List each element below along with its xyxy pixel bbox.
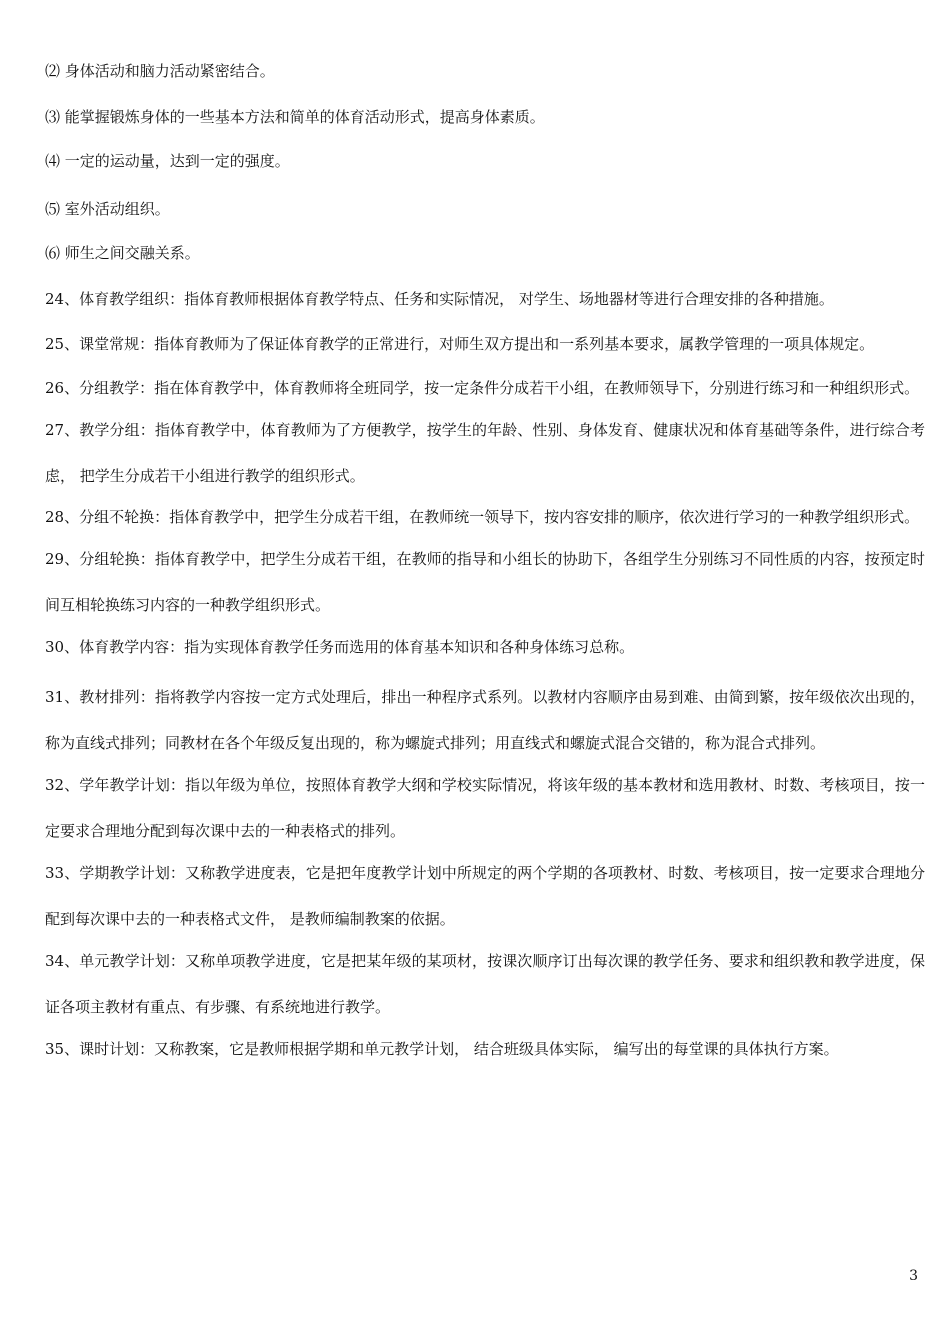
list-item-6: ⑹ 师生之间交融关系。 — [45, 244, 200, 262]
list-item-2: ⑵ 身体活动和脑力活动紧密结合。 — [45, 62, 275, 80]
definition-33: 33、学期教学计划：又称教学进度表，它是把年度教学计划中所规定的两个学期的各项教材、时数、考核项目，按一定要求合理地分配到每次课中去的一种表格式文件， 是教师编制教案的依据。 — [45, 864, 925, 928]
page-number: 3 — [909, 1268, 918, 1284]
list-item-3: ⑶ 能掌握锻炼身体的一些基本方法和简单的体育活动形式，提高身体素质。 — [45, 108, 545, 126]
definition-34: 34、单元教学计划：又称单项教学进度，它是把某年级的某项材，按课次顺序订出每次课的教学任务、要求和组织教和教学进度，保证各项主教材有重点、有步骤、有系统地进行教学。 — [45, 952, 925, 1016]
definition-35: 35、课时计划：又称教案，它是教师根据学期和单元教学计划， 结合班级具体实际， 编写出的每堂课的具体执行方案。 — [45, 1040, 839, 1058]
definition-32: 32、学年教学计划：指以年级为单位，按照体育教学大纲和学校实际情况，将该年级的基本教材和选用教材、时数、考核项目，按一定要求合理地分配到每次课中去的一种表格式的排列。 — [45, 776, 925, 840]
definition-26: 26、分组教学：指在体育教学中，体育教师将全班同学，按一定条件分成若干小组，在教师领导下，分别进行练习和一种组织形式。 — [45, 379, 920, 397]
list-item-4: ⑷ 一定的运动量，达到一定的强度。 — [45, 152, 290, 170]
definition-27: 27、教学分组：指体育教学中，体育教师为了方便教学，按学生的年龄、性别、身体发育、健康状况和体育基础等条件，进行综合考虑， 把学生分成若干小组进行教学的组织形式。 — [45, 421, 925, 485]
list-item-5: ⑸ 室外活动组织。 — [45, 200, 170, 218]
definition-29: 29、分组轮换：指体育教学中，把学生分成若干组，在教师的指导和小组长的协助下，各组学生分别练习不同性质的内容，按预定时间互相轮换练习内容的一种教学组织形式。 — [45, 550, 925, 614]
definition-31: 31、教材排列：指将教学内容按一定方式处理后，排出一种程序式系列。以教材内容顺序由易到难、由简到繁，按年级依次出现的，称为直线式排列；同教材在各个年级反复出现的，称为螺旋式排列；用直线式和螺旋式混合交错的，称为混合式排列。 — [45, 688, 925, 752]
document-body — [45, 62, 925, 1072]
definition-25: 25、课堂常规：指体育教师为了保证体育教学的正常进行，对师生双方提出和一系列基本要求，属教学管理的一项具体规定。 — [45, 335, 875, 353]
definition-30: 30、体育教学内容：指为实现体育教学任务而选用的体育基本知识和各种身体练习总称。 — [45, 638, 635, 656]
definition-24: 24、体育教学组织：指体育教师根据体育教学特点、任务和实际情况， 对学生、场地器材等进行合理安排的各种措施。 — [45, 290, 834, 308]
definition-28: 28、分组不轮换：指体育教学中，把学生分成若干组，在教师统一领导下，按内容安排的顺序，依次进行学习的一种教学组织形式。 — [45, 508, 920, 526]
